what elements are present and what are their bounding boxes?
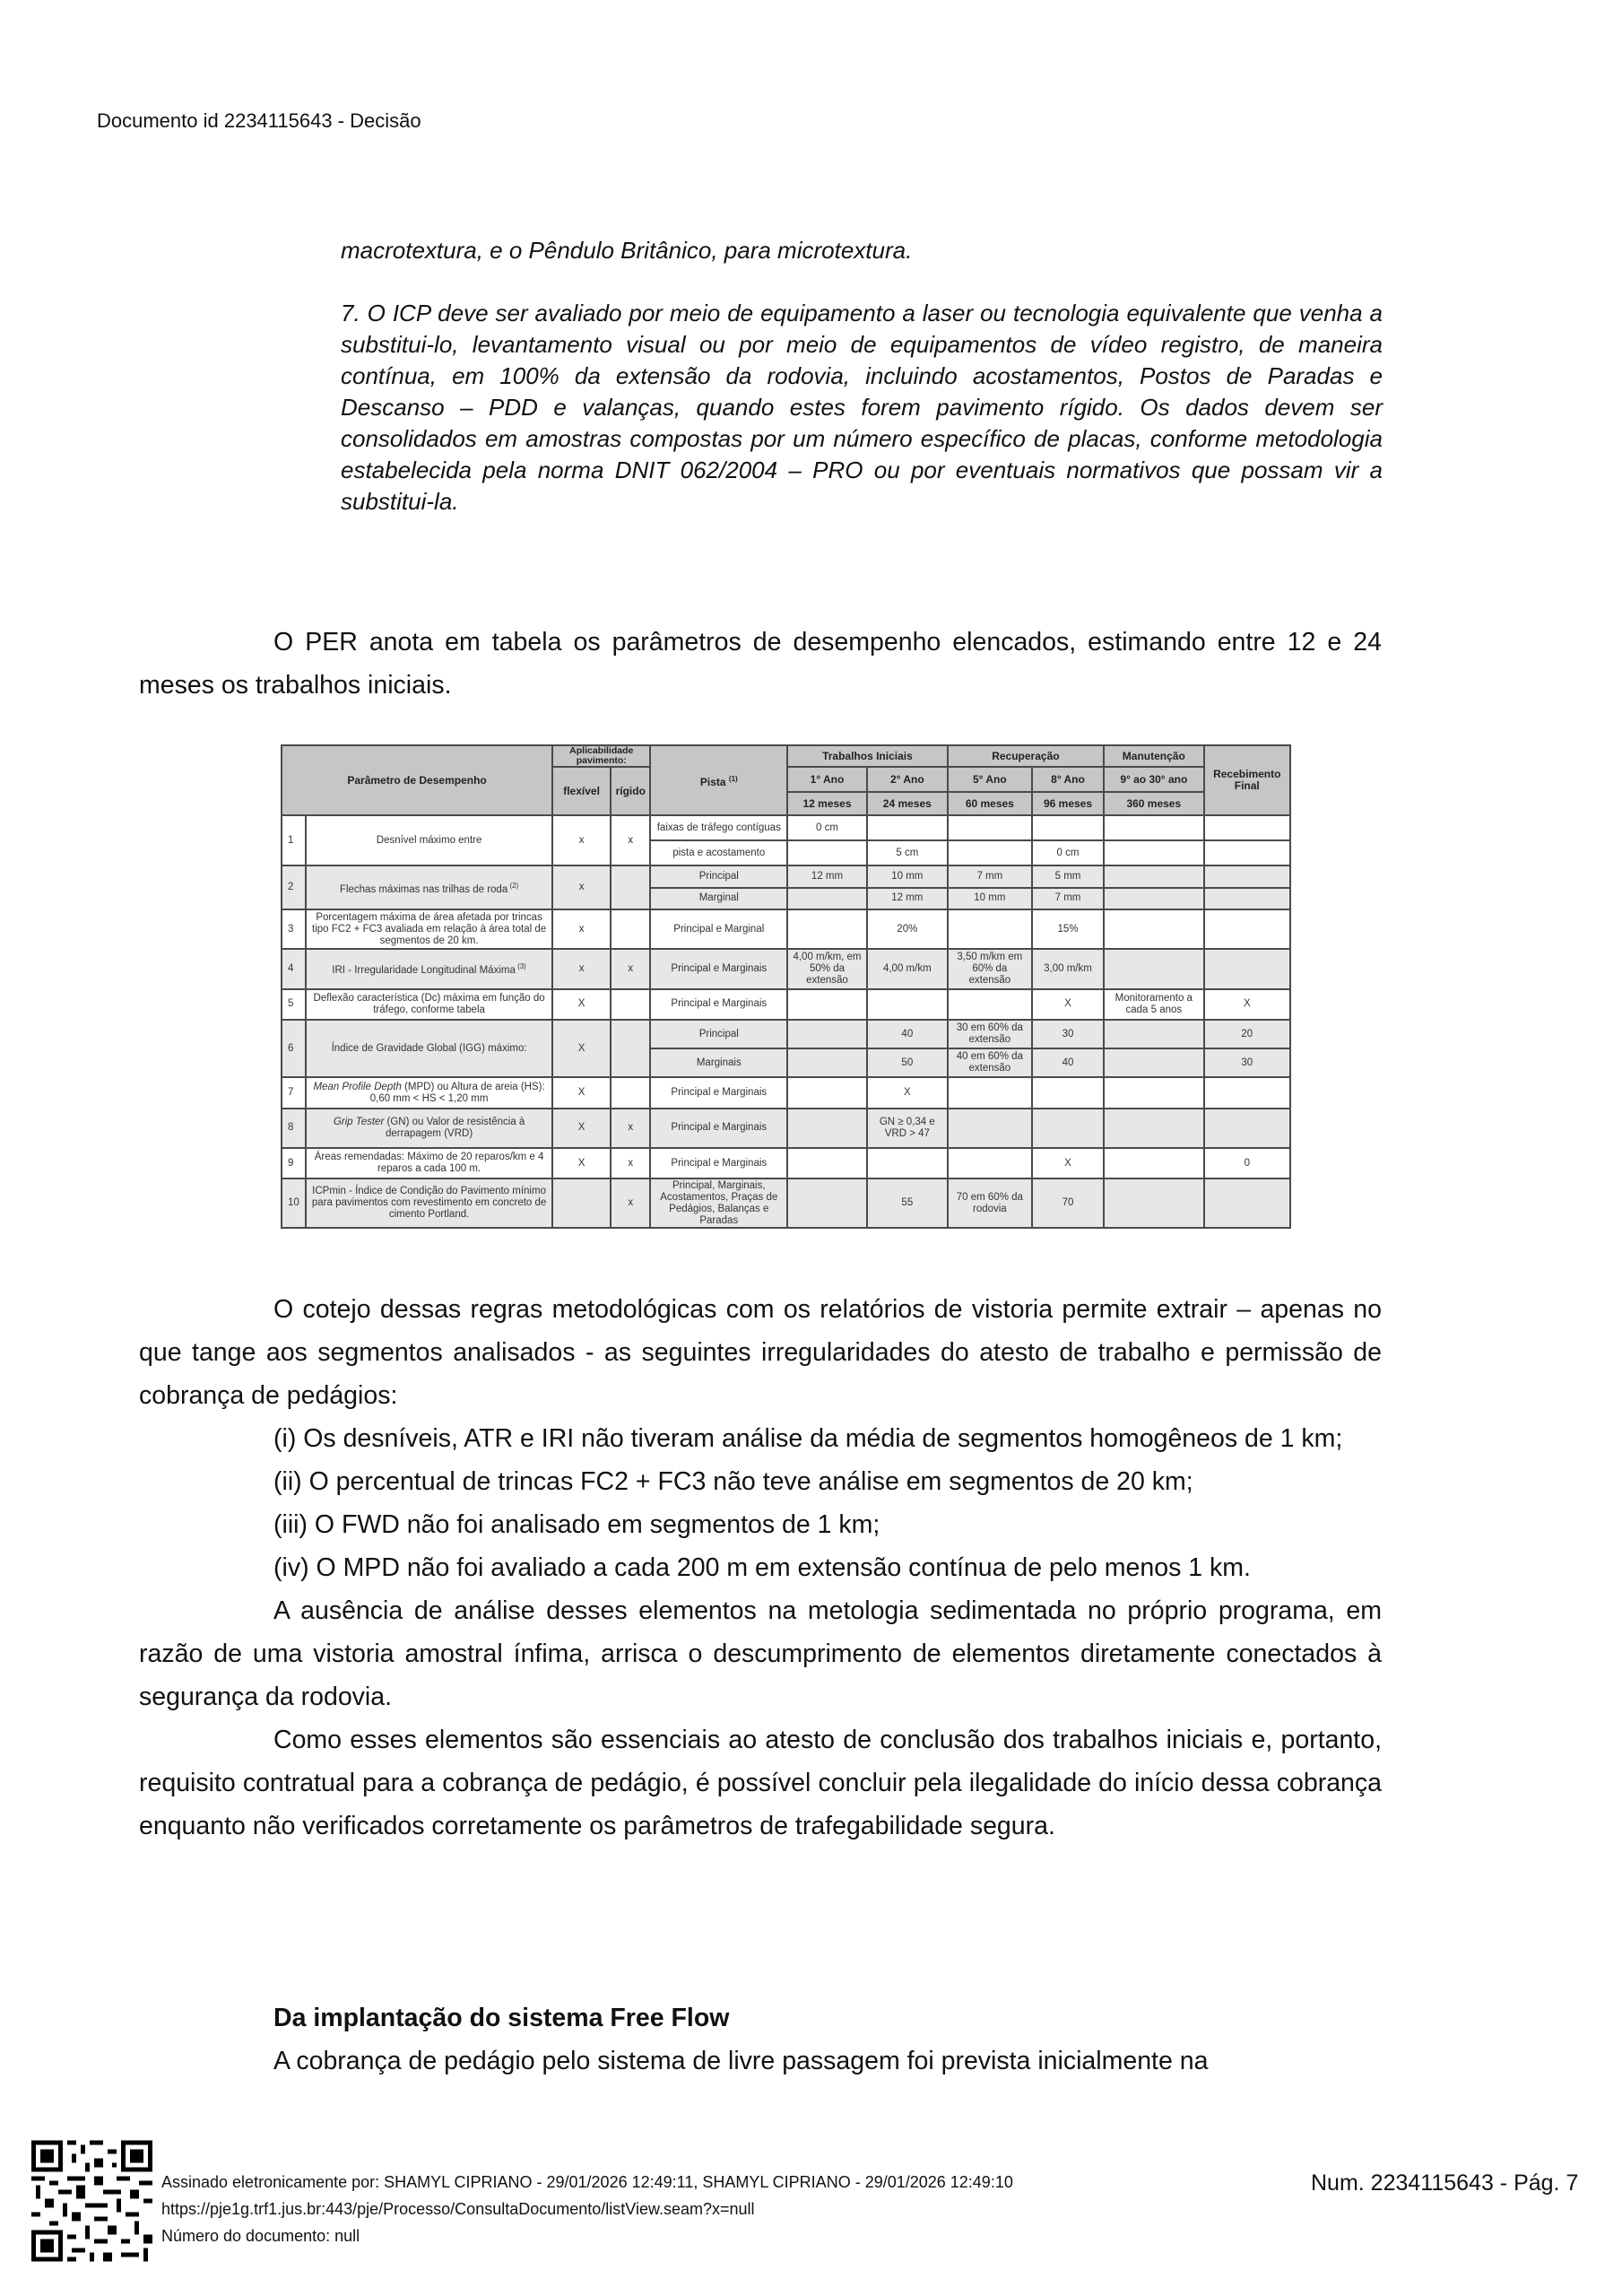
intro-paragraph <box>139 621 1382 707</box>
row-number: 10 <box>282 1178 306 1228</box>
paragraph-conclusao: Como esses elementos são essenciais ao atesto de conclusão dos trabalhos iniciais e, portanto, requisito contratual para a cobrança de pedágio, é possível concluir pela ilegalidade do início dessa cobrança enquanto não verificados corretamente os parâmetros de trafegabilidade segura. <box>139 1726 1382 1840</box>
ano8-value: 15% <box>1032 909 1104 949</box>
intro-text: O PER anota em tabela os parâmetros de desempenho elencados, estimando entre 12 e 24 meses os trabalhos iniciais. <box>139 628 1382 700</box>
row-number: 4 <box>282 949 306 988</box>
header-aplicabilidade: Aplicabilidade pavimento: <box>552 745 650 767</box>
ano8-value <box>1032 1077 1104 1108</box>
main-body <box>139 1288 1382 1848</box>
ano1-value <box>787 1077 867 1108</box>
pista-cell: Principal e Marginal <box>650 909 787 949</box>
row-number: 3 <box>282 909 306 949</box>
manutencao-value <box>1104 1178 1204 1228</box>
pista-cell: Marginal <box>650 888 787 909</box>
pista-cell: Marginais <box>650 1048 787 1077</box>
ano5-value <box>948 1148 1032 1178</box>
ano8-value: 5 mm <box>1032 865 1104 887</box>
ano1-value <box>787 1109 867 1148</box>
signed-by: Assinado eletronicamente por: SHAMYL CIPRIANO - 29/01/2026 12:49:11, SHAMYL CIPRIANO - 29/01/2026 12:49:10 <box>161 2173 1013 2191</box>
row-number: 2 <box>282 865 306 909</box>
header-flexivel: flexível <box>552 767 611 815</box>
manutencao-value <box>1104 1077 1204 1108</box>
quote-item-7: 7. O ICP deve ser avaliado por meio de equipamento a laser ou tecnologia equivalente que venha a substitui-lo, levantamento visual ou por meio de equipamentos de vídeo registro, de maneira contínua, em 100% da extensão da rodovia, incluindo acostamentos, Postos de Paradas e Descanso – PDD e valanças, quando estes forem pavimento rígido. Os dados devem ser consolidados em amostras compostas por um número específico de placas, conforme metodologia estabelecida pela norma DNIT 062/2004 – PRO ou por eventuais normativos que possam vir a substitui-la. <box>341 300 1383 515</box>
parameter-name: IRI - Irregularidade Longitudinal Máxima $^{(3)}$ <box>306 949 552 988</box>
ano1-value <box>787 1048 867 1077</box>
ano1-value <box>787 1178 867 1228</box>
table-row <box>282 1077 1290 1108</box>
ano5-value: 10 mm <box>948 888 1032 909</box>
ano5-value: 40 em 60% da extensão <box>948 1048 1032 1077</box>
manutencao-value <box>1104 1148 1204 1178</box>
rigido-mark: x <box>611 1109 650 1148</box>
ano5-value <box>948 1109 1032 1148</box>
flexivel-mark: X <box>552 989 611 1020</box>
recebimento-value: X <box>1204 989 1290 1020</box>
signature-block <box>161 2169 1013 2249</box>
table-row <box>282 1148 1290 1178</box>
rigido-mark: x <box>611 949 650 988</box>
parameter-name: Porcentagem máxima de área afetada por trincas tipo FC2 + FC3 avaliada em relação à área total de segmentos de 20 km. <box>306 909 552 949</box>
header-ano8: 8° Ano <box>1032 767 1104 792</box>
parameter-name: Índice de Gravidade Global (IGG) máximo: <box>306 1020 552 1078</box>
ano5-value <box>948 815 1032 840</box>
irregularity-item-4: (iv) O MPD não foi avaliado a cada 200 m em extensão contínua de pelo menos 1 km. <box>273 1553 1251 1582</box>
ano2-value: GN ≥ 0,34 e VRD > 47 <box>867 1109 948 1148</box>
flexivel-mark: x <box>552 815 611 865</box>
ano2-value: 50 <box>867 1048 948 1077</box>
ano8-value: 30 <box>1032 1020 1104 1048</box>
ano5-value <box>948 840 1032 865</box>
ano8-value: 7 mm <box>1032 888 1104 909</box>
parameter-name: Grip Tester (GN) ou Valor de resistência à derrapagem (VRD) <box>306 1109 552 1148</box>
recebimento-value: 0 <box>1204 1148 1290 1178</box>
header-360-meses: 360 meses <box>1104 792 1204 815</box>
flexivel-mark: X <box>552 1109 611 1148</box>
ano1-value: 4,00 m/km, em 50% da extensão <box>787 949 867 988</box>
ano5-value: 70 em 60% da rodovia <box>948 1178 1032 1228</box>
ano2-value: 4,00 m/km <box>867 949 948 988</box>
ano5-value: 7 mm <box>948 865 1032 887</box>
ano8-value: 40 <box>1032 1048 1104 1077</box>
ano5-value <box>948 989 1032 1020</box>
ano2-value <box>867 989 948 1020</box>
ano5-value <box>948 1077 1032 1108</box>
table-row <box>282 949 1290 988</box>
recebimento-value <box>1204 888 1290 909</box>
rigido-mark: x <box>611 1178 650 1228</box>
header-recuperacao: Recuperação <box>948 745 1104 767</box>
recebimento-value <box>1204 949 1290 988</box>
table-row <box>282 1020 1290 1048</box>
manutencao-value <box>1104 888 1204 909</box>
ano1-value <box>787 1148 867 1178</box>
ano8-value <box>1032 1109 1104 1148</box>
ano8-value: X <box>1032 989 1104 1020</box>
pista-cell: Principal <box>650 865 787 887</box>
rigido-mark <box>611 865 650 909</box>
row-number: 5 <box>282 989 306 1020</box>
row-number: 1 <box>282 815 306 865</box>
header-trabalhos-iniciais: Trabalhos Iniciais <box>787 745 948 767</box>
parameter-name: Deflexão característica (Dc) máxima em função do tráfego, conforme tabela <box>306 989 552 1020</box>
pista-cell: faixas de tráfego contíguas <box>650 815 787 840</box>
parameter-name: Desnível máximo entre <box>306 815 552 865</box>
manutencao-value <box>1104 1020 1204 1048</box>
irregularity-item-1: (i) Os desníveis, ATR e IRI não tiveram análise da média de segmentos homogêneos de 1 km; <box>273 1424 1343 1453</box>
row-number: 9 <box>282 1148 306 1178</box>
pista-cell: Principal, Marginais, Acostamentos, Praças de Pedágios, Balanças e Paradas <box>650 1178 787 1228</box>
ano2-value: 10 mm <box>867 865 948 887</box>
recebimento-value: 30 <box>1204 1048 1290 1077</box>
irregularity-item-2: (ii) O percentual de trincas FC2 + FC3 não teve análise em segmentos de 20 km; <box>273 1467 1193 1496</box>
row-number: 7 <box>282 1077 306 1108</box>
manutencao-value <box>1104 840 1204 865</box>
recebimento-value <box>1204 815 1290 840</box>
rigido-mark: x <box>611 1148 650 1178</box>
flexivel-mark: x <box>552 909 611 949</box>
table-row <box>282 865 1290 887</box>
header-60-meses: 60 meses <box>948 792 1032 815</box>
row-number: 6 <box>282 1020 306 1078</box>
row-number: 8 <box>282 1109 306 1148</box>
paragraph-cotejo: O cotejo dessas regras metodológicas com os relatórios de vistoria permite extrair – apenas no que tange aos segmentos analisados - as seguintes irregularidades do atesto de trabalho e permissão de cobrança de pedágios: <box>139 1295 1382 1410</box>
document-header: Documento id 2234115643 - Decisão <box>97 109 421 132</box>
section-free-flow <box>139 1996 1382 2083</box>
header-12-meses: 12 meses <box>787 792 867 815</box>
ano2-value <box>867 815 948 840</box>
recebimento-value <box>1204 1077 1290 1108</box>
flexivel-mark: x <box>552 949 611 988</box>
ano1-value: 0 cm <box>787 815 867 840</box>
header-24-meses: 24 meses <box>867 792 948 815</box>
paragraph-free-flow: A cobrança de pedágio pelo sistema de livre passagem foi prevista inicialmente na <box>273 2047 1209 2075</box>
ano8-value: 70 <box>1032 1178 1104 1228</box>
recebimento-value <box>1204 909 1290 949</box>
manutencao-value <box>1104 909 1204 949</box>
pista-cell: Principal e Marginais <box>650 1077 787 1108</box>
ano1-value: 12 mm <box>787 865 867 887</box>
rigido-mark <box>611 1077 650 1108</box>
table-row <box>282 989 1290 1020</box>
ano5-value: 30 em 60% da extensão <box>948 1020 1032 1048</box>
ano8-value: 0 cm <box>1032 840 1104 865</box>
recebimento-value <box>1204 1178 1290 1228</box>
ano2-value <box>867 1148 948 1178</box>
recebimento-value: 20 <box>1204 1020 1290 1048</box>
header-96-meses: 96 meses <box>1032 792 1104 815</box>
ano1-value <box>787 888 867 909</box>
page-number: Num. 2234115643 - Pág. 7 <box>1311 2170 1579 2196</box>
ano1-value <box>787 989 867 1020</box>
parameter-name: Flechas máximas nas trilhas de roda $^{(2)}$ <box>306 865 552 909</box>
recebimento-value <box>1204 865 1290 887</box>
paragraph-ausencia: A ausência de análise desses elementos na metologia sedimentada no próprio programa, em razão de uma vistoria amostral ínfima, arrisca o descumprimento de elementos diretamente conectados à segurança da rodovia. <box>139 1596 1382 1711</box>
manutencao-value <box>1104 865 1204 887</box>
table-row <box>282 909 1290 949</box>
ano5-value: 3,50 m/km em 60% da extensão <box>948 949 1032 988</box>
table-row <box>282 815 1290 840</box>
quote-line-1: macrotextura, e o Pêndulo Britânico, para microtextura. <box>341 237 913 264</box>
manutencao-value <box>1104 815 1204 840</box>
ano2-value: 20% <box>867 909 948 949</box>
ano1-value <box>787 909 867 949</box>
header-pista: Pista $^{(1)}$ <box>650 745 787 815</box>
pista-cell: Principal e Marginais <box>650 949 787 988</box>
ano8-value: 3,00 m/km <box>1032 949 1104 988</box>
rigido-mark <box>611 1020 650 1078</box>
flexivel-mark: x <box>552 865 611 909</box>
header-ano5: 5° Ano <box>948 767 1032 792</box>
table-row <box>282 1109 1290 1148</box>
ano5-value <box>948 909 1032 949</box>
document-number: Número do documento: null <box>161 2227 360 2245</box>
manutencao-value <box>1104 1048 1204 1077</box>
flexivel-mark <box>552 1178 611 1228</box>
qr-code-icon <box>31 2139 152 2263</box>
ano1-value <box>787 1020 867 1048</box>
parameter-name: Áreas remendadas: Máximo de 20 reparos/km e 4 reparos a cada 100 m. <box>306 1148 552 1178</box>
section-heading: Da implantação do sistema Free Flow <box>273 2004 730 2032</box>
rigido-mark <box>611 909 650 949</box>
header-ano1: 1° Ano <box>787 767 867 792</box>
header-ano2: 2° Ano <box>867 767 948 792</box>
parameter-name: Mean Profile Depth (MPD) ou Altura de areia (HS): 0,60 mm < HS < 1,20 mm <box>306 1077 552 1108</box>
pista-cell: Principal e Marginais <box>650 989 787 1020</box>
recebimento-value <box>1204 1109 1290 1148</box>
flexivel-mark: X <box>552 1077 611 1108</box>
manutencao-value <box>1104 949 1204 988</box>
pista-cell: Principal e Marginais <box>650 1148 787 1178</box>
pista-cell: pista e acostamento <box>650 840 787 865</box>
header-rigido: rígido <box>611 767 650 815</box>
ano8-value: X <box>1032 1148 1104 1178</box>
pista-cell: Principal e Marginais <box>650 1109 787 1148</box>
recebimento-value <box>1204 840 1290 865</box>
ano2-value: 55 <box>867 1178 948 1228</box>
ano2-value: X <box>867 1077 948 1108</box>
parameter-name: ICPmin - Índice de Condição do Pavimento mínimo para pavimentos com revestimento em concreto de cimento Portland. <box>306 1178 552 1228</box>
performance-parameters-table <box>281 744 1291 1229</box>
ano2-value: 40 <box>867 1020 948 1048</box>
header-recebimento-final: Recebimento Final <box>1204 745 1290 815</box>
ano1-value <box>787 840 867 865</box>
rigido-mark <box>611 989 650 1020</box>
table-row <box>282 1178 1290 1228</box>
header-manutencao: Manutenção <box>1104 745 1204 767</box>
manutencao-value <box>1104 1109 1204 1148</box>
ano2-value: 12 mm <box>867 888 948 909</box>
manutencao-value: Monitoramento a cada 5 anos <box>1104 989 1204 1020</box>
irregularity-item-3: (iii) O FWD não foi analisado em segmentos de 1 km; <box>273 1510 880 1539</box>
flexivel-mark: X <box>552 1020 611 1078</box>
pista-cell: Principal <box>650 1020 787 1048</box>
header-ano9-30: 9° ao 30° ano <box>1104 767 1204 792</box>
flexivel-mark: X <box>552 1148 611 1178</box>
ano2-value: 5 cm <box>867 840 948 865</box>
document-url[interactable]: https://pje1g.trf1.jus.br:443/pje/Processo/ConsultaDocumento/listView.seam?x=null <box>161 2200 755 2218</box>
ano8-value <box>1032 815 1104 840</box>
header-parametro: Parâmetro de Desempenho <box>282 745 552 815</box>
rigido-mark: x <box>611 815 650 865</box>
